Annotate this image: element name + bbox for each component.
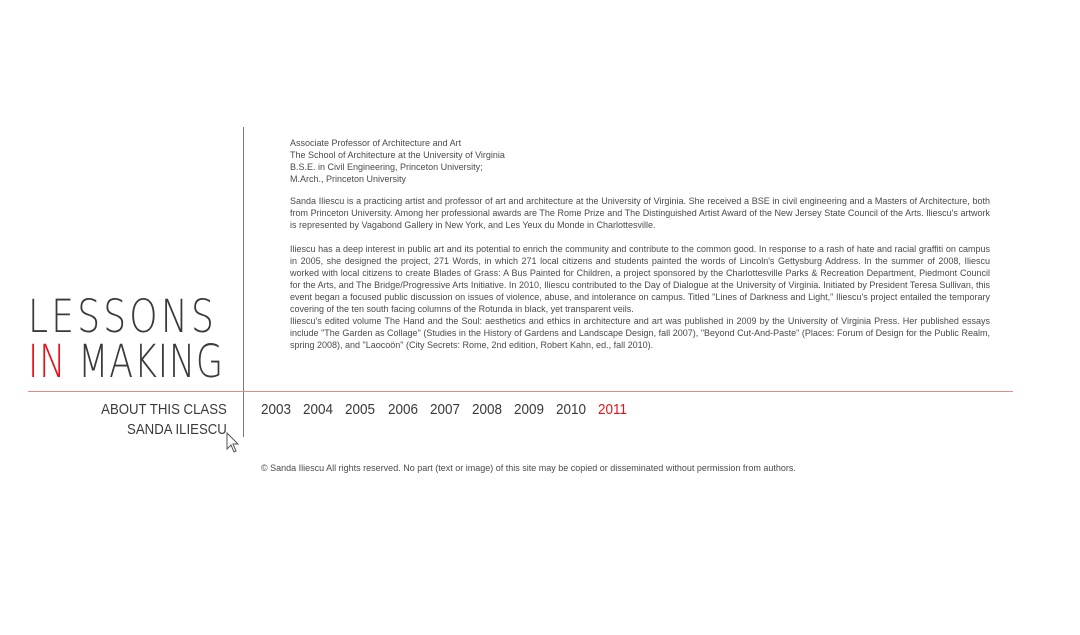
year-link-2004[interactable]: 2004: [303, 401, 334, 418]
bio-paragraph-1: Sanda Iliescu is a practicing artist and professor of art and architecture at the University of Virginia. She received a BSE in civil engineering and a Masters of Architecture, both from Princeton University. Among her professional awards are The Rome Prize and The Distinguished Artist Award of the New Jersey State Council of the Arts. Iliescu's artwork is represented by Vagabond Gallery in New York, and Les Yeux du Monde in Charlottesville.: [290, 196, 990, 230]
year-link-2011-current[interactable]: 2011: [598, 401, 628, 418]
sanda-iliescu-link[interactable]: SANDA ILIESCU: [127, 421, 227, 438]
year-link-2009[interactable]: 2009: [514, 401, 545, 418]
credential-line: B.S.E. in Civil Engineering, Princeton University;: [290, 162, 483, 172]
logo-word-making: MAKING: [66, 335, 224, 388]
credential-line: The School of Architecture at the University of Virginia: [290, 150, 505, 160]
year-link-2005[interactable]: 2005: [345, 401, 376, 418]
year-navigation: [261, 400, 636, 420]
about-this-class-link[interactable]: ABOUT THIS CLASS: [101, 401, 227, 418]
logo-word-in: IN: [28, 335, 67, 388]
year-link-2007[interactable]: 2007: [429, 401, 460, 418]
bio-paragraph-2: Iliescu has a deep interest in public art and its potential to enrich the community and contribute to the common good. In response to a rash of hate and racial graffiti on campus in 2005, she designed the project, 271 Words, in which 271 local citizens and students painted the words of Lincoln's Gettysburg Address. In the summer of 2008, Iliescu worked with local citizens to create Blades of Grass: A Bus Painted for Children, a project sponsored by the Charlottesville Parks & Recreation Department, Piedmont Council for the Arts, and The Bridge/Progressive Arts Initiative. In 2010, Iliescu contributed to the Day of Dialogue at the University of Virginia. Initiated by President Teresa Sullivan, this event began a focused public discussion on issues of violence, abuse, and intolerance on campus. Titled "Lines of Darkness and Light," Iliescu's project entailed the temporary covering of the ten south facing columns of the Rotunda in black, yet transparent veils.: [290, 244, 990, 314]
credential-line: M.Arch., Princeton University: [290, 174, 407, 184]
year-link-2006[interactable]: 2006: [387, 401, 418, 418]
logo-line-lessons: LESSONS: [28, 290, 218, 343]
year-link-2003[interactable]: 2003: [261, 401, 292, 418]
site-logo[interactable]: [28, 290, 228, 388]
credential-line: Associate Professor of Architecture and Art: [290, 138, 462, 148]
logo-line-in-making: [28, 335, 224, 388]
side-navigation: [84, 400, 227, 440]
bio-content: [290, 137, 990, 351]
bio-paragraph-3: Iliescu's edited volume The Hand and the Soul: aesthetics and ethics in architecture and art was published in 2009 by the University of Virginia Press. Her published essays include "The Garden as Collage" (Studies in the History of Gardens and Landscape Design, fall 2007), "Beyond Cut-And-Paste" (Places: Forum of Design for the Public Realm, spring 2008), and "Laocoön" (City Secrets: Rome, 2nd edition, Robert Kahn, ed., fall 2010).: [290, 316, 990, 350]
horizontal-divider: [28, 391, 1013, 392]
year-link-2010[interactable]: 2010: [556, 401, 587, 418]
mouse-pointer-icon: [226, 432, 240, 454]
copyright-footer: © Sanda Iliescu All rights reserved. No part (text or image) of this site may be copied or disseminated without permission from authors.: [261, 463, 796, 473]
year-link-2008[interactable]: 2008: [471, 401, 502, 418]
credentials: [290, 137, 990, 185]
